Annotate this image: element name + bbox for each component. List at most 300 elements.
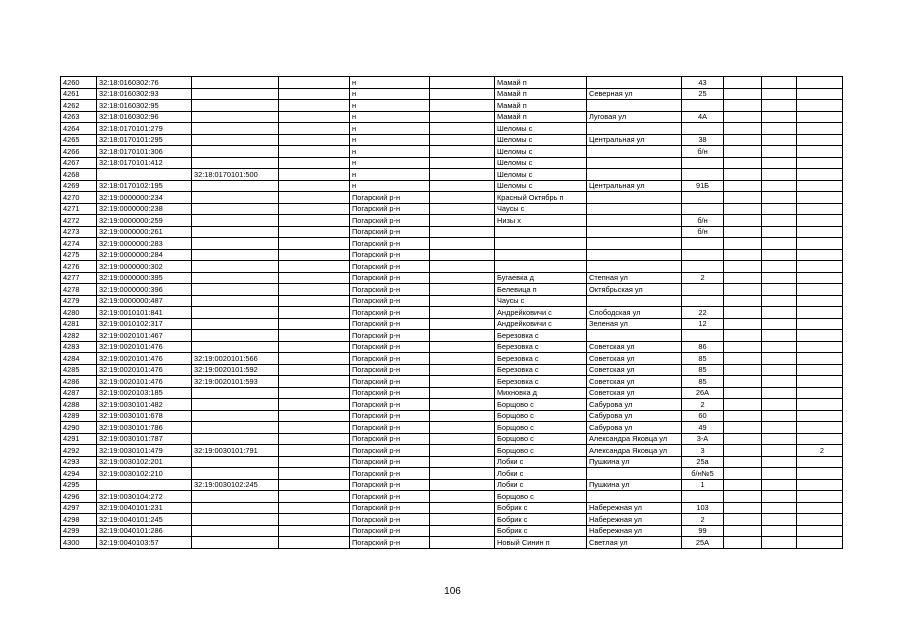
cell-col-empty-4 xyxy=(762,479,797,491)
cell-col-empty-4 xyxy=(762,111,797,123)
table-row xyxy=(61,341,843,353)
cell-col-empty-2 xyxy=(430,479,495,491)
cell-street: Светлая ул xyxy=(587,537,682,549)
cell-col-empty-1 xyxy=(279,491,350,503)
cell-street xyxy=(587,100,682,112)
cell-col-empty-2 xyxy=(430,307,495,319)
cell-row-number: 4299 xyxy=(61,525,97,537)
cell-street: Александра Яковца ул xyxy=(587,445,682,457)
cell-settlement: Лобки с xyxy=(495,456,587,468)
cell-street xyxy=(587,146,682,158)
cell-extra-value xyxy=(797,364,843,376)
cell-cadastral-number: 32:19:0010101:841 xyxy=(97,307,192,319)
cell-related-cadastral-number xyxy=(192,192,279,204)
cell-col-empty-1 xyxy=(279,134,350,146)
cell-extra-value xyxy=(797,146,843,158)
cell-extra-value xyxy=(797,468,843,480)
cell-district: Погарский р-н xyxy=(350,215,430,227)
cell-col-empty-1 xyxy=(279,502,350,514)
cell-col-empty-2 xyxy=(430,238,495,250)
cell-col-empty-2 xyxy=(430,433,495,445)
cell-street: Степная ул xyxy=(587,272,682,284)
cell-related-cadastral-number xyxy=(192,272,279,284)
cell-extra-value xyxy=(797,134,843,146)
cell-settlement: Борщово с xyxy=(495,433,587,445)
cell-street: Пушкина ул xyxy=(587,479,682,491)
cell-settlement: Шеломы с xyxy=(495,123,587,135)
table-row xyxy=(61,410,843,422)
cell-settlement: Борщово с xyxy=(495,399,587,411)
cell-settlement: Шеломы с xyxy=(495,146,587,158)
cell-row-number: 4283 xyxy=(61,341,97,353)
cell-related-cadastral-number xyxy=(192,514,279,526)
cell-house-number: 2 xyxy=(682,514,724,526)
table-row xyxy=(61,387,843,399)
cell-col-empty-1 xyxy=(279,479,350,491)
cell-col-empty-2 xyxy=(430,387,495,399)
cell-settlement: Мамай п xyxy=(495,111,587,123)
cell-house-number: 25А xyxy=(682,537,724,549)
cell-house-number: 86 xyxy=(682,341,724,353)
table-row xyxy=(61,249,843,261)
cell-col-empty-4 xyxy=(762,249,797,261)
cell-related-cadastral-number xyxy=(192,249,279,261)
cell-related-cadastral-number xyxy=(192,399,279,411)
cell-house-number: 4А xyxy=(682,111,724,123)
cell-extra-value xyxy=(797,226,843,238)
cell-col-empty-1 xyxy=(279,192,350,204)
cell-cadastral-number: 32:19:0030102:201 xyxy=(97,456,192,468)
cell-extra-value xyxy=(797,88,843,100)
cell-extra-value xyxy=(797,318,843,330)
cell-cadastral-number: 32:19:0000000:302 xyxy=(97,261,192,273)
table-row xyxy=(61,226,843,238)
cell-settlement: Чаусы с xyxy=(495,295,587,307)
cell-cadastral-number: 32:18:0170102:195 xyxy=(97,180,192,192)
cell-house-number xyxy=(682,203,724,215)
cell-cadastral-number: 32:19:0030101:479 xyxy=(97,445,192,457)
cell-col-empty-1 xyxy=(279,399,350,411)
cell-col-empty-4 xyxy=(762,502,797,514)
cell-related-cadastral-number xyxy=(192,330,279,342)
cell-extra-value xyxy=(797,77,843,89)
table-row xyxy=(61,284,843,296)
cell-extra-value xyxy=(797,169,843,181)
cell-street xyxy=(587,192,682,204)
cell-col-empty-4 xyxy=(762,537,797,549)
cell-col-empty-3 xyxy=(724,169,762,181)
cell-col-empty-2 xyxy=(430,525,495,537)
cell-cadastral-number: 32:19:0030101:787 xyxy=(97,433,192,445)
cell-cadastral-number: 32:18:0170101:279 xyxy=(97,123,192,135)
cell-settlement xyxy=(495,226,587,238)
cell-street xyxy=(587,295,682,307)
cell-related-cadastral-number xyxy=(192,123,279,135)
cell-col-empty-1 xyxy=(279,123,350,135)
cell-street: Сабурова ул xyxy=(587,422,682,434)
table-row xyxy=(61,479,843,491)
cell-district: Погарский р-н xyxy=(350,399,430,411)
cell-col-empty-2 xyxy=(430,123,495,135)
cell-settlement: Березовка с xyxy=(495,330,587,342)
cell-street xyxy=(587,468,682,480)
cell-col-empty-1 xyxy=(279,330,350,342)
cell-settlement: Мамай п xyxy=(495,100,587,112)
cell-col-empty-1 xyxy=(279,387,350,399)
cell-col-empty-4 xyxy=(762,433,797,445)
cell-house-number: 38 xyxy=(682,134,724,146)
cell-col-empty-2 xyxy=(430,134,495,146)
cell-street: Набережная ул xyxy=(587,525,682,537)
cell-col-empty-4 xyxy=(762,180,797,192)
table-row xyxy=(61,376,843,388)
cell-related-cadastral-number xyxy=(192,422,279,434)
cell-extra-value xyxy=(797,111,843,123)
cell-row-number: 4296 xyxy=(61,491,97,503)
cell-col-empty-3 xyxy=(724,341,762,353)
cell-cadastral-number: 32:19:0020101:476 xyxy=(97,376,192,388)
table-row xyxy=(61,272,843,284)
cell-cadastral-number: 32:18:0170101:306 xyxy=(97,146,192,158)
cell-settlement xyxy=(495,261,587,273)
cell-col-empty-4 xyxy=(762,387,797,399)
cell-related-cadastral-number xyxy=(192,318,279,330)
cell-row-number: 4265 xyxy=(61,134,97,146)
cell-col-empty-4 xyxy=(762,272,797,284)
cell-settlement: Березовка с xyxy=(495,341,587,353)
cell-col-empty-3 xyxy=(724,88,762,100)
cell-col-empty-3 xyxy=(724,307,762,319)
cell-row-number: 4300 xyxy=(61,537,97,549)
cell-col-empty-2 xyxy=(430,376,495,388)
cell-house-number: 99 xyxy=(682,525,724,537)
cell-row-number: 4281 xyxy=(61,318,97,330)
cell-settlement: Низы х xyxy=(495,215,587,227)
cell-col-empty-2 xyxy=(430,295,495,307)
cell-settlement: Чаусы с xyxy=(495,203,587,215)
cell-street: Сабурова ул xyxy=(587,399,682,411)
cell-col-empty-1 xyxy=(279,226,350,238)
cell-row-number: 4274 xyxy=(61,238,97,250)
cell-street: Слободская ул xyxy=(587,307,682,319)
cell-cadastral-number: 32:18:0160302:96 xyxy=(97,111,192,123)
cell-district: Погарский р-н xyxy=(350,491,430,503)
cell-district: Погарский р-н xyxy=(350,422,430,434)
cell-row-number: 4268 xyxy=(61,169,97,181)
cell-row-number: 4290 xyxy=(61,422,97,434)
cell-col-empty-4 xyxy=(762,88,797,100)
cell-cadastral-number: 32:19:0040101:245 xyxy=(97,514,192,526)
cell-col-empty-1 xyxy=(279,318,350,330)
cell-cadastral-number: 32:19:0040101:286 xyxy=(97,525,192,537)
cell-col-empty-3 xyxy=(724,410,762,422)
cell-col-empty-1 xyxy=(279,537,350,549)
cell-col-empty-4 xyxy=(762,77,797,89)
cell-related-cadastral-number xyxy=(192,77,279,89)
cell-col-empty-3 xyxy=(724,364,762,376)
cell-col-empty-3 xyxy=(724,238,762,250)
cell-house-number: 26А xyxy=(682,387,724,399)
cell-row-number: 4291 xyxy=(61,433,97,445)
table-row xyxy=(61,157,843,169)
page-number: 106 xyxy=(444,586,461,597)
cell-row-number: 4293 xyxy=(61,456,97,468)
cell-cadastral-number: 32:19:0000000:261 xyxy=(97,226,192,238)
cell-col-empty-2 xyxy=(430,399,495,411)
cell-street xyxy=(587,238,682,250)
cell-col-empty-3 xyxy=(724,422,762,434)
cell-related-cadastral-number xyxy=(192,226,279,238)
cell-col-empty-4 xyxy=(762,123,797,135)
cell-col-empty-4 xyxy=(762,399,797,411)
cell-row-number: 4279 xyxy=(61,295,97,307)
cell-district: Погарский р-н xyxy=(350,272,430,284)
cell-district: Погарский р-н xyxy=(350,410,430,422)
cell-district: Погарский р-н xyxy=(350,307,430,319)
cell-settlement xyxy=(495,238,587,250)
cell-col-empty-4 xyxy=(762,100,797,112)
cell-related-cadastral-number xyxy=(192,456,279,468)
cell-col-empty-1 xyxy=(279,445,350,457)
cell-house-number: б/н xyxy=(682,215,724,227)
cell-house-number xyxy=(682,330,724,342)
cell-settlement: Бугаевка д xyxy=(495,272,587,284)
cell-related-cadastral-number xyxy=(192,502,279,514)
cell-extra-value xyxy=(797,456,843,468)
cell-row-number: 4278 xyxy=(61,284,97,296)
cell-district: Погарский р-н xyxy=(350,249,430,261)
cell-cadastral-number: 32:19:0020103:185 xyxy=(97,387,192,399)
cell-street: Набережная ул xyxy=(587,514,682,526)
cell-col-empty-1 xyxy=(279,295,350,307)
cell-related-cadastral-number xyxy=(192,146,279,158)
cell-extra-value xyxy=(797,399,843,411)
table-row xyxy=(61,433,843,445)
cell-house-number: 49 xyxy=(682,422,724,434)
cell-extra-value xyxy=(797,491,843,503)
cell-col-empty-3 xyxy=(724,111,762,123)
cell-related-cadastral-number: 32:19:0030101:791 xyxy=(192,445,279,457)
cell-related-cadastral-number xyxy=(192,525,279,537)
cell-extra-value xyxy=(797,123,843,135)
cell-house-number xyxy=(682,261,724,273)
cell-row-number: 4271 xyxy=(61,203,97,215)
cell-col-empty-1 xyxy=(279,203,350,215)
cell-col-empty-4 xyxy=(762,422,797,434)
cell-row-number: 4262 xyxy=(61,100,97,112)
cell-street: Центральная ул xyxy=(587,180,682,192)
cell-col-empty-3 xyxy=(724,203,762,215)
table-row xyxy=(61,146,843,158)
cell-col-empty-3 xyxy=(724,525,762,537)
cell-row-number: 4286 xyxy=(61,376,97,388)
cell-related-cadastral-number: 32:19:0020101:592 xyxy=(192,364,279,376)
cell-house-number: 25а xyxy=(682,456,724,468)
cell-street xyxy=(587,249,682,261)
cell-house-number xyxy=(682,157,724,169)
cell-row-number: 4287 xyxy=(61,387,97,399)
table-row xyxy=(61,537,843,549)
cell-district: Погарский р-н xyxy=(350,387,430,399)
cell-settlement: Борщово с xyxy=(495,410,587,422)
cell-col-empty-4 xyxy=(762,238,797,250)
cell-col-empty-4 xyxy=(762,226,797,238)
cell-settlement: Красный Октябрь п xyxy=(495,192,587,204)
table-row xyxy=(61,330,843,342)
cell-extra-value xyxy=(797,479,843,491)
cell-col-empty-1 xyxy=(279,284,350,296)
table-row xyxy=(61,77,843,89)
cell-row-number: 4263 xyxy=(61,111,97,123)
cell-col-empty-1 xyxy=(279,376,350,388)
cell-extra-value xyxy=(797,261,843,273)
cell-house-number xyxy=(682,284,724,296)
cell-district: Погарский р-н xyxy=(350,192,430,204)
cell-street xyxy=(587,203,682,215)
cell-house-number: 43 xyxy=(682,77,724,89)
cell-house-number: 85 xyxy=(682,353,724,365)
cell-related-cadastral-number xyxy=(192,491,279,503)
cell-settlement: Лобки с xyxy=(495,468,587,480)
cell-related-cadastral-number xyxy=(192,307,279,319)
cell-street: Центральная ул xyxy=(587,134,682,146)
cell-col-empty-2 xyxy=(430,88,495,100)
cell-col-empty-1 xyxy=(279,100,350,112)
cell-col-empty-1 xyxy=(279,341,350,353)
cell-street xyxy=(587,261,682,273)
table-row xyxy=(61,215,843,227)
cell-extra-value xyxy=(797,203,843,215)
cell-house-number: 2 xyxy=(682,272,724,284)
cell-street: Сабурова ул xyxy=(587,410,682,422)
cell-settlement: Березовка с xyxy=(495,376,587,388)
cell-col-empty-1 xyxy=(279,468,350,480)
cell-col-empty-1 xyxy=(279,514,350,526)
cell-col-empty-3 xyxy=(724,537,762,549)
table-row xyxy=(61,111,843,123)
cell-col-empty-2 xyxy=(430,192,495,204)
cell-street xyxy=(587,123,682,135)
cell-settlement: Андрейковичи с xyxy=(495,307,587,319)
cell-settlement: Шеломы с xyxy=(495,157,587,169)
cell-col-empty-4 xyxy=(762,468,797,480)
cell-related-cadastral-number xyxy=(192,157,279,169)
cell-street xyxy=(587,330,682,342)
cell-district: н xyxy=(350,111,430,123)
cell-col-empty-3 xyxy=(724,433,762,445)
cell-col-empty-3 xyxy=(724,192,762,204)
cell-related-cadastral-number xyxy=(192,134,279,146)
cell-col-empty-4 xyxy=(762,514,797,526)
cell-col-empty-1 xyxy=(279,422,350,434)
cell-cadastral-number: 32:18:0160302:93 xyxy=(97,88,192,100)
cell-extra-value xyxy=(797,192,843,204)
cell-col-empty-4 xyxy=(762,491,797,503)
cell-house-number xyxy=(682,169,724,181)
cell-col-empty-4 xyxy=(762,295,797,307)
table-row xyxy=(61,295,843,307)
cell-house-number: 1 xyxy=(682,479,724,491)
cell-col-empty-2 xyxy=(430,272,495,284)
cell-row-number: 4273 xyxy=(61,226,97,238)
cell-district: н xyxy=(350,180,430,192)
cell-settlement: Березовка с xyxy=(495,364,587,376)
cell-extra-value xyxy=(797,514,843,526)
cell-related-cadastral-number xyxy=(192,537,279,549)
cell-col-empty-2 xyxy=(430,537,495,549)
cell-col-empty-2 xyxy=(430,180,495,192)
cell-col-empty-4 xyxy=(762,261,797,273)
cell-col-empty-2 xyxy=(430,77,495,89)
cell-col-empty-3 xyxy=(724,146,762,158)
cell-cadastral-number: 32:19:0010102:317 xyxy=(97,318,192,330)
cell-related-cadastral-number xyxy=(192,341,279,353)
cell-extra-value: 2 xyxy=(797,445,843,457)
cell-street: Александра Яковца ул xyxy=(587,433,682,445)
cell-col-empty-3 xyxy=(724,215,762,227)
cell-district: н xyxy=(350,134,430,146)
cell-row-number: 4270 xyxy=(61,192,97,204)
cell-row-number: 4260 xyxy=(61,77,97,89)
cell-house-number xyxy=(682,123,724,135)
cell-col-empty-4 xyxy=(762,376,797,388)
cell-extra-value xyxy=(797,353,843,365)
cell-col-empty-3 xyxy=(724,134,762,146)
cell-cadastral-number: 32:19:0000000:238 xyxy=(97,203,192,215)
cell-district: н xyxy=(350,88,430,100)
cell-house-number: 60 xyxy=(682,410,724,422)
cell-col-empty-2 xyxy=(430,157,495,169)
cell-cadastral-number: 32:19:0000000:259 xyxy=(97,215,192,227)
cell-extra-value xyxy=(797,249,843,261)
cell-col-empty-4 xyxy=(762,330,797,342)
cell-district: Погарский р-н xyxy=(350,468,430,480)
cell-cadastral-number: 32:18:0170101:295 xyxy=(97,134,192,146)
cell-district: Погарский р-н xyxy=(350,318,430,330)
cell-related-cadastral-number: 32:19:0030102:245 xyxy=(192,479,279,491)
cell-house-number xyxy=(682,249,724,261)
table-row xyxy=(61,100,843,112)
cell-settlement: Борщово с xyxy=(495,491,587,503)
cell-row-number: 4266 xyxy=(61,146,97,158)
cell-house-number: б/н xyxy=(682,226,724,238)
cell-col-empty-1 xyxy=(279,157,350,169)
cell-street xyxy=(587,77,682,89)
table-row xyxy=(61,238,843,250)
cell-cadastral-number: 32:18:0160302:76 xyxy=(97,77,192,89)
cell-house-number xyxy=(682,192,724,204)
cell-house-number: 25 xyxy=(682,88,724,100)
cell-extra-value xyxy=(797,387,843,399)
cell-related-cadastral-number xyxy=(192,203,279,215)
cell-col-empty-3 xyxy=(724,353,762,365)
cell-col-empty-4 xyxy=(762,341,797,353)
cell-house-number: б/н xyxy=(682,146,724,158)
cell-extra-value xyxy=(797,238,843,250)
cell-col-empty-2 xyxy=(430,456,495,468)
cell-col-empty-4 xyxy=(762,364,797,376)
table-row xyxy=(61,123,843,135)
cell-extra-value xyxy=(797,100,843,112)
cell-col-empty-2 xyxy=(430,502,495,514)
cell-settlement: Бобрик с xyxy=(495,502,587,514)
cell-settlement: Мамай п xyxy=(495,88,587,100)
cell-district: Погарский р-н xyxy=(350,502,430,514)
cell-cadastral-number: 32:19:0000000:395 xyxy=(97,272,192,284)
cell-street xyxy=(587,491,682,503)
cell-col-empty-4 xyxy=(762,169,797,181)
cell-col-empty-3 xyxy=(724,180,762,192)
